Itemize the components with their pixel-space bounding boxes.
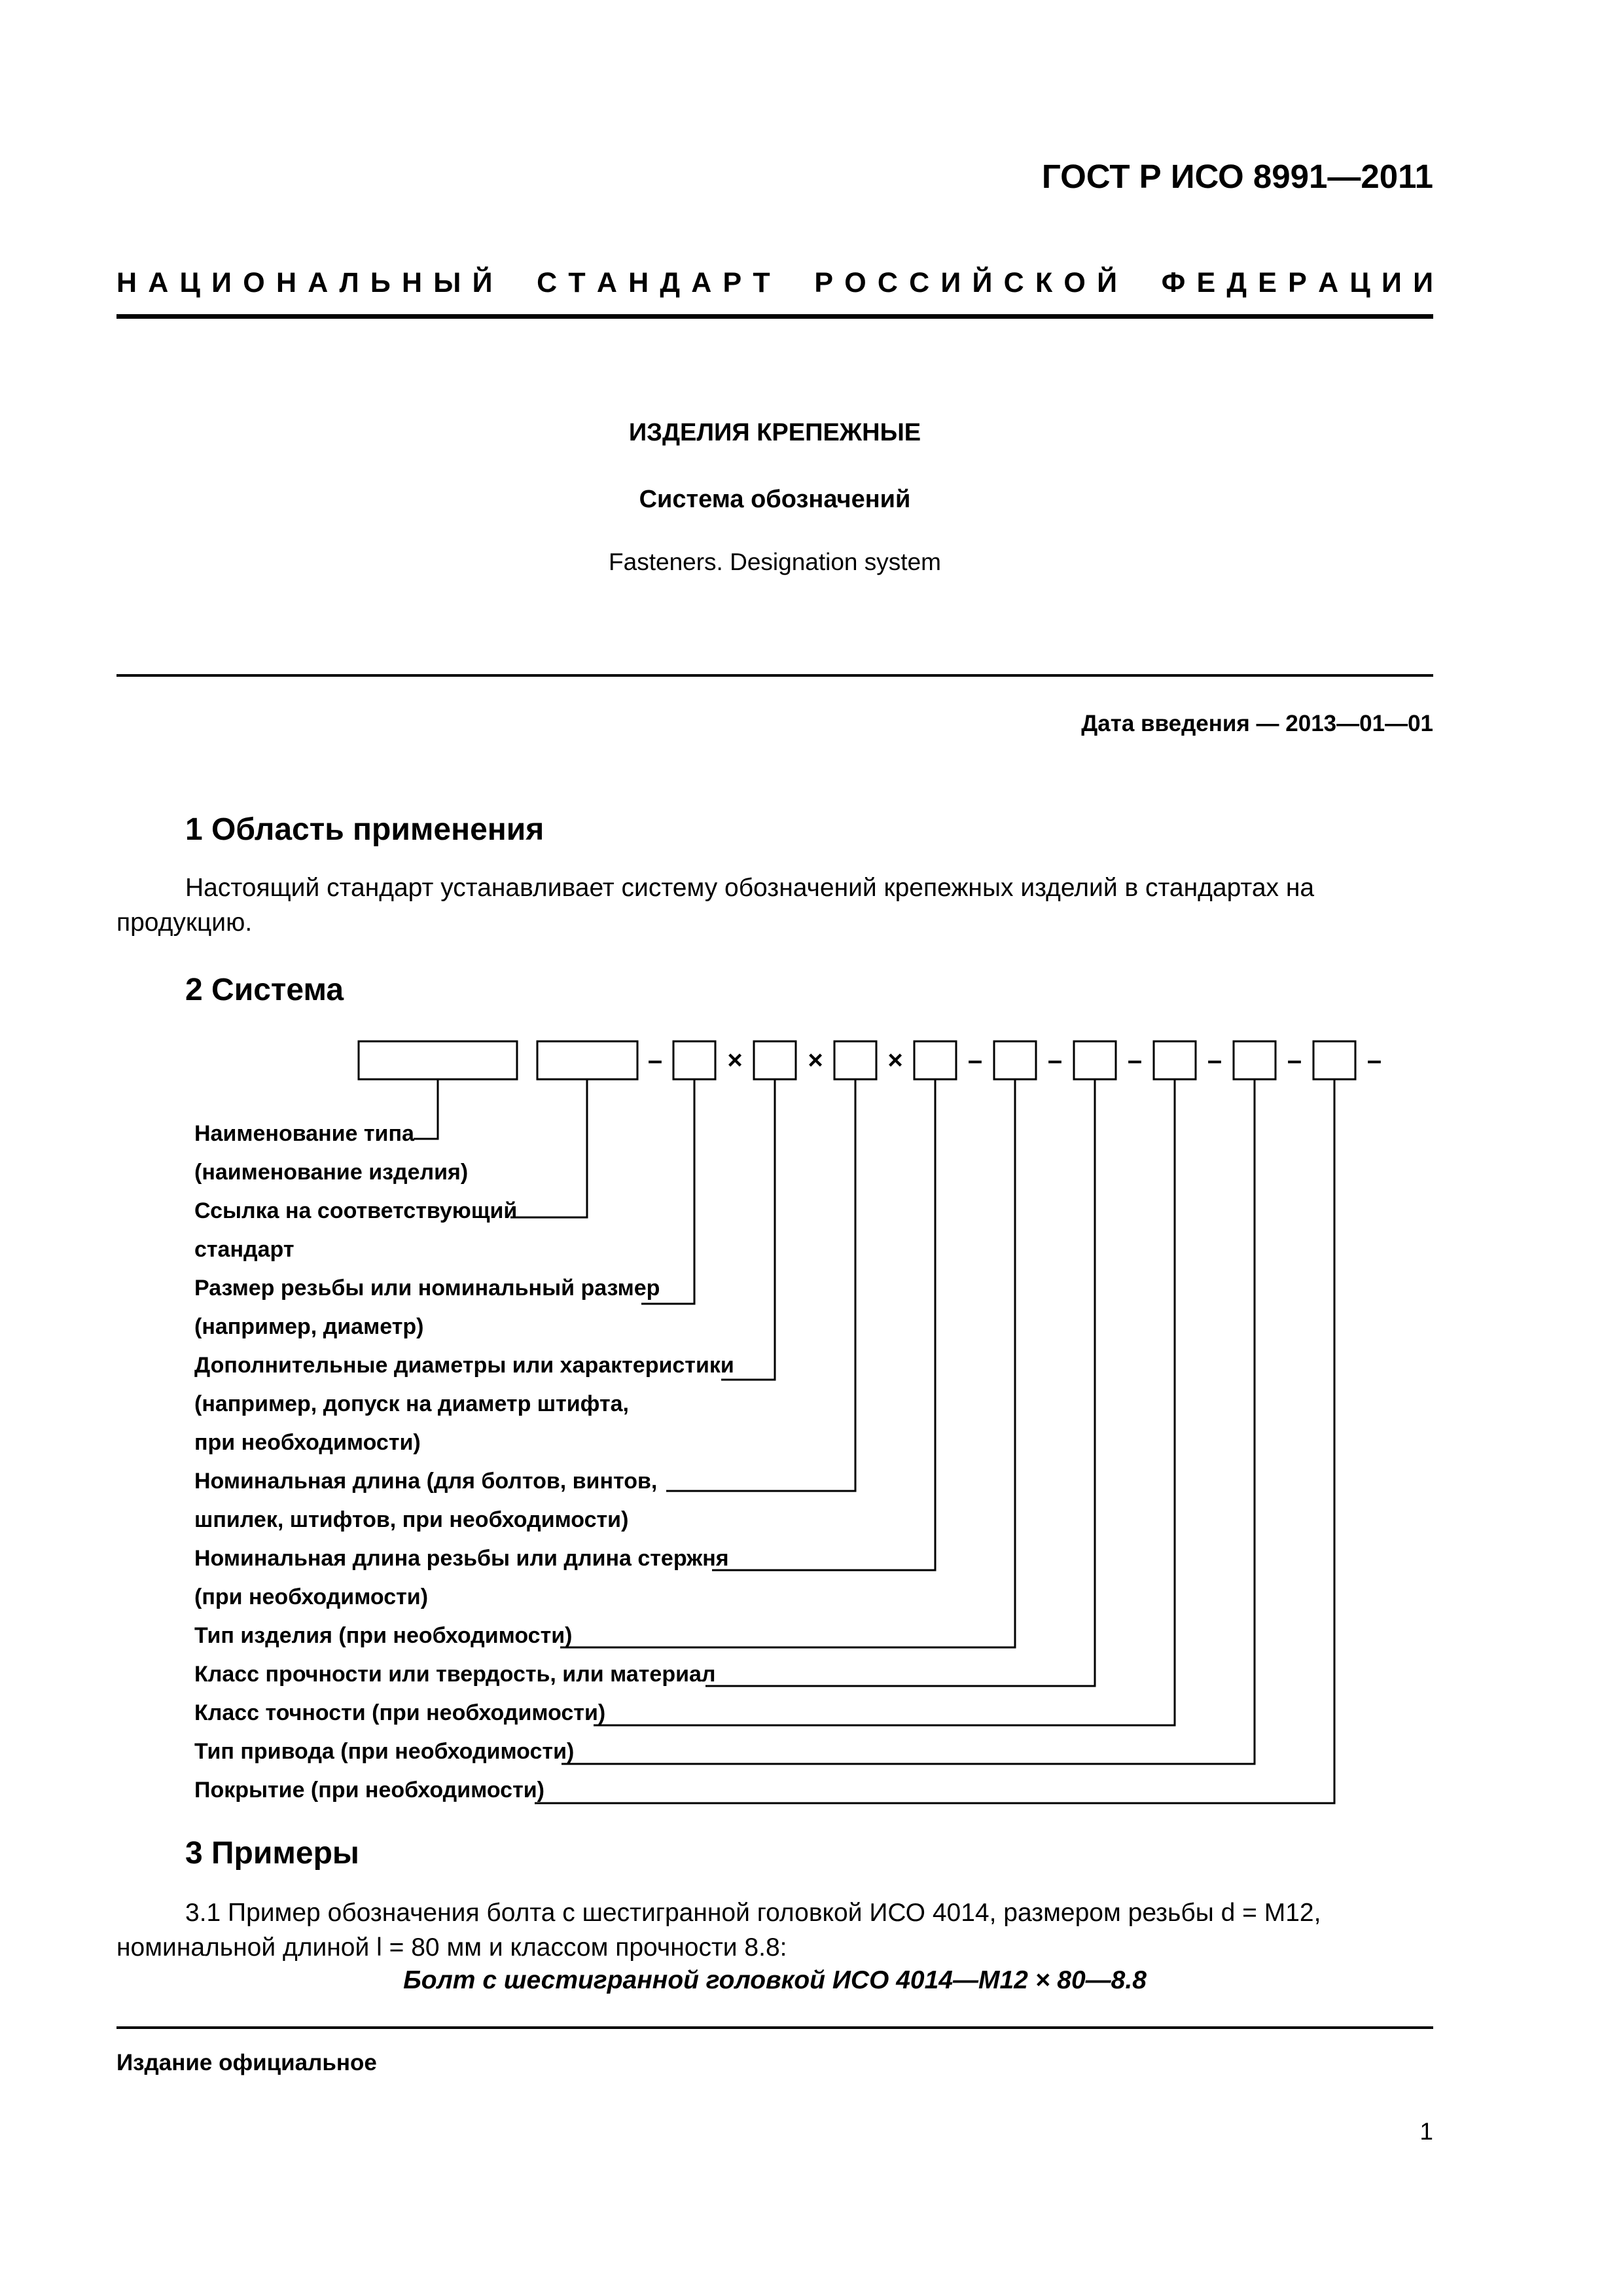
scheme-label: Размер резьбы или номинальный размер — [194, 1276, 660, 1300]
banner-word: Р О С С И Й С К О Й — [814, 267, 1117, 298]
separator-times: × — [887, 1046, 903, 1075]
example-paragraph — [116, 1895, 1433, 1965]
scheme-box — [754, 1041, 796, 1079]
banner-word: С Т А Н Д А Р Т — [537, 267, 770, 298]
scheme-box — [1234, 1041, 1275, 1079]
page-number: 1 — [1419, 2118, 1433, 2145]
separator-dash: – — [1207, 1046, 1222, 1075]
footer-rule — [116, 2026, 1433, 2029]
paragraph-line: 3.1 Пример обозначения болта с шестигранной головкой ИСО 4014, размером резьбы d = M12, — [185, 1899, 1321, 1927]
scheme-box — [994, 1041, 1036, 1079]
leader-line — [721, 1079, 775, 1380]
section-1-heading: 1 Область применения — [185, 812, 544, 847]
separator-times: × — [727, 1046, 743, 1075]
standard-title: ИЗДЕЛИЯ КРЕПЕЖНЫЕ — [628, 419, 921, 446]
designation-example: Болт с шестигранной головкой ИСО 4014—M12 × 80—8.8 — [403, 1966, 1147, 1994]
separator-dash: – — [1287, 1046, 1302, 1075]
scheme-box — [359, 1041, 517, 1079]
scheme-label: Покрытие (при необходимости) — [194, 1778, 544, 1803]
section-2-heading: 2 Система — [185, 973, 344, 1007]
leader-line — [510, 1079, 587, 1217]
leader-line — [414, 1079, 438, 1139]
banner-word: Н А Ц И О Н А Л Ь Н Ы Й — [116, 267, 493, 298]
scheme-box — [1154, 1041, 1196, 1079]
scheme-label: (при необходимости) — [194, 1585, 429, 1609]
scheme-box — [1313, 1041, 1355, 1079]
separator-dash: – — [1047, 1046, 1063, 1075]
scheme-label: стандарт — [194, 1237, 294, 1262]
scheme-label: Класс точности (при необходимости) — [194, 1700, 606, 1725]
separator-dash: – — [647, 1046, 663, 1075]
paragraph-line: Настоящий стандарт устанавливает систему обозначений крепежных изделий в стандартах на — [185, 874, 1315, 902]
scheme-label: при необходимости) — [194, 1430, 421, 1455]
scheme-label: (например, допуск на диаметр штифта, — [194, 1391, 629, 1416]
scheme-label: (например, диаметр) — [194, 1314, 424, 1339]
standard-subtitle: Система обозначений — [639, 486, 911, 513]
separator-dash: – — [1366, 1046, 1382, 1075]
scheme-box — [1074, 1041, 1116, 1079]
leader-line — [705, 1079, 1095, 1686]
document-code: ГОСТ Р ИСО 8991—2011 — [1041, 158, 1433, 195]
scheme-label: (наименование изделия) — [194, 1160, 469, 1185]
scheme-box — [834, 1041, 876, 1079]
separator-dash: – — [967, 1046, 983, 1075]
scheme-label: Номинальная длина (для болтов, винтов, — [194, 1469, 658, 1494]
english-title: Fasteners. Designation system — [609, 548, 941, 575]
scheme-label: Класс прочности или твердость, или материал — [194, 1662, 716, 1687]
banner-word: Ф Е Д Е Р А Ц И И — [1161, 267, 1433, 298]
scheme-label: Тип изделия (при необходимости) — [194, 1623, 573, 1648]
paragraph-line: номинальной длиной l = 80 мм и классом прочности 8.8: — [116, 1933, 787, 1962]
scheme-label: Номинальная длина резьбы или длина стержня — [194, 1546, 729, 1571]
scheme-box — [673, 1041, 715, 1079]
separator-dash: – — [1127, 1046, 1143, 1075]
scheme-label: Ссылка на соответствующий — [194, 1198, 518, 1223]
scheme-label: Наименование типа — [194, 1121, 414, 1146]
separator-times: × — [808, 1046, 823, 1075]
official-edition-note: Издание официальное — [116, 2050, 377, 2075]
scheme-box — [914, 1041, 956, 1079]
leader-line — [594, 1079, 1175, 1725]
scheme-label: шпилек, штифтов, при необходимости) — [194, 1507, 629, 1532]
scheme-box — [537, 1041, 637, 1079]
introduction-date: Дата введения — 2013—01—01 — [1081, 711, 1433, 736]
section-3-heading: 3 Примеры — [185, 1836, 359, 1871]
scheme-label: Тип привода (при необходимости) — [194, 1739, 575, 1764]
scheme-label: Дополнительные диаметры или характеристики — [194, 1353, 734, 1378]
leader-line — [712, 1079, 935, 1570]
paragraph-line: продукцию. — [116, 908, 253, 937]
leader-line — [641, 1079, 694, 1304]
